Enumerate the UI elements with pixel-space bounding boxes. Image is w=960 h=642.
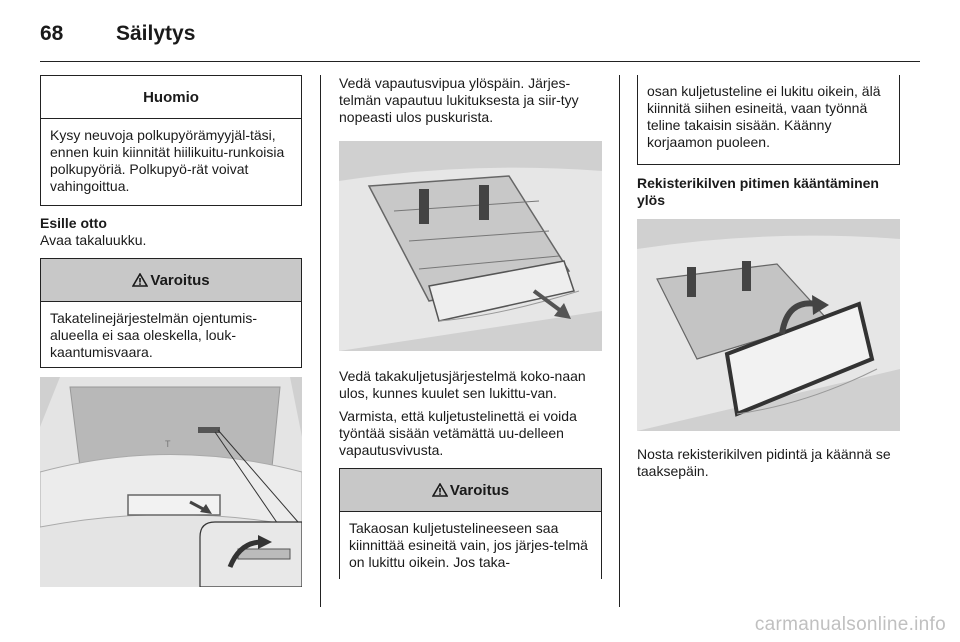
warning-body-2: Takaosan kuljetustelineeseen saa kiinnittää esineitä vain, jos järjes-telmä on lukittu oikein. Jos taka- <box>349 520 588 570</box>
column-3-lower <box>637 446 900 480</box>
note-box <box>40 75 302 206</box>
section-text-open-tailgate: Avaa takaluukku. <box>40 232 147 248</box>
warning-triangle-icon <box>432 483 448 497</box>
warning-title-1: Varoitus <box>150 271 210 289</box>
warning-body-1: Takatelinejärjestelmän ojentumis-alueella ei saa oleskella, louk-kaantumisvaara. <box>50 310 257 360</box>
rear-bumper-illustration <box>40 377 302 587</box>
column-2-lower <box>339 368 602 579</box>
column-3 <box>637 75 900 209</box>
warning-header-2 <box>340 469 601 512</box>
carrier-extend-illustration <box>339 141 602 351</box>
column-divider-2 <box>619 75 620 607</box>
warning-header-1 <box>41 259 301 302</box>
svg-text:T: T <box>165 439 171 449</box>
header-divider <box>40 61 920 62</box>
page-title: Säilytys <box>116 22 196 45</box>
text-flip-plate-holder: Nosta rekisterikilven pidintä ja käännä se taaksepäin. <box>637 446 891 479</box>
text-verify-lock: Varmista, että kuljetustelinettä ei voida työntää sisään vetämättä uu-delleen vapautusvivusta. <box>339 408 577 458</box>
warning-box-1 <box>40 258 302 368</box>
note-body: Kysy neuvoja polkupyörämyyjäl-täsi, ennen kuin kiinnität hiilikuitu-runkoisia polkupyöriä. Polkupyö-rät voivat vahingoittua. <box>50 127 285 194</box>
column-divider-1 <box>320 75 321 607</box>
figure-rear-bumper-release <box>40 377 302 587</box>
warning-body-2-continued: osan kuljetusteline ei lukitu oikein, älä kiinnitä siihen esineitä, vaan työnnä teline takaisin sisään. Käänny korjaamon puoleen. <box>647 83 881 150</box>
plate-holder-illustration <box>637 219 900 431</box>
warning-box-2-continued <box>637 75 900 165</box>
warning-triangle-icon <box>132 273 148 287</box>
warning-title-2: Varoitus <box>449 481 510 499</box>
page-header <box>40 18 920 58</box>
figure-carrier-extending <box>339 141 602 351</box>
text-pull-out: Vedä takakuljetusjärjestelmä koko-naan ulos, kunnes kuulet sen lukittu-van. <box>339 368 586 401</box>
text-release-lever: Vedä vapautusvipua ylöspäin. Järjes-telmän vapautuu lukituksesta ja siir-tyy nopeasti ulos puskurista. <box>339 75 579 125</box>
watermark: carmanualsonline.info <box>754 614 946 635</box>
note-title: Huomio <box>41 76 301 119</box>
section-heading-plate-holder: Rekisterikilven pitimen kääntäminen ylös <box>637 175 879 208</box>
page-number: 68 <box>40 22 64 45</box>
column-2 <box>339 75 602 126</box>
section-heading-esille-otto: Esille otto <box>40 215 107 231</box>
figure-plate-holder-flip <box>637 219 900 431</box>
warning-box-2 <box>339 468 602 579</box>
column-1 <box>40 75 302 368</box>
